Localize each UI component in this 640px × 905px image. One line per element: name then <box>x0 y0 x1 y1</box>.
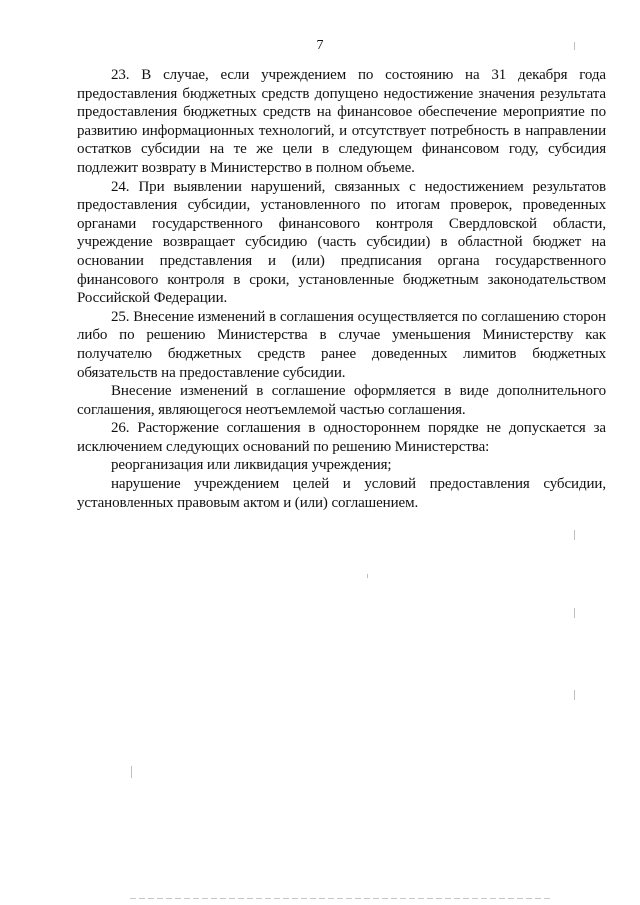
scan-speck <box>574 530 575 540</box>
paragraph-26-item-violation: нарушение учреждением целей и условий предоставления субсидии, установленных правовым актом и (или) соглашением. <box>77 476 606 511</box>
scan-speck <box>574 608 575 618</box>
scan-speck <box>367 574 368 578</box>
paragraph-25: 25. Внесение изменений в соглашения осуществляется по соглашению сторон либо по решению Министерства в случае уменьшения Министерству как получателю бюджетных средств ранее доведенных лимитов бюджетных обязательств на предоставление субсидии. <box>77 308 606 381</box>
page-number: 7 <box>316 38 324 53</box>
paragraph-26: 26. Расторжение соглашения в одностороннем порядке не допускается за исключением следующих оснований по решению Министерства: <box>77 420 606 455</box>
scan-speck <box>131 766 132 778</box>
scan-bottom-edge <box>130 898 550 899</box>
paragraph-25-amendment: Внесение изменений в соглашение оформляется в виде дополнительного соглашения, являющегося неотъемлемой частью соглашения. <box>77 383 606 418</box>
scan-speck <box>574 690 575 700</box>
paragraph-26-item-reorganization: реорганизация или ликвидация учреждения; <box>111 457 392 474</box>
scan-speck <box>574 42 575 50</box>
paragraph-24: 24. При выявлении нарушений, связанных с недостижением результатов предоставления субсидии, установленного по итогам проверок, проведенных органами государственного финансового контроля Свердловской области, учреждение возвращает субсидию (часть субсидии) в областной бюджет на основании представления и (или) предписания органа государственного финансового контроля в сроки, установленные бюджетным законодательством Российской Федерации. <box>77 178 606 307</box>
document-body <box>77 66 606 512</box>
paragraph-23: 23. В случае, если учреждением по состоянию на 31 декабря года предоставления бюджетных средств допущено недостижение значения результата предоставления бюджетных средств на финансовое обеспечение мероприятие по развитию информационных технологий, и отсутствует потребность в направлении остатков субсидии на те же цели в следующем финансовом году, субсидия подлежит возврату в Министерство в полном объеме. <box>77 67 606 176</box>
